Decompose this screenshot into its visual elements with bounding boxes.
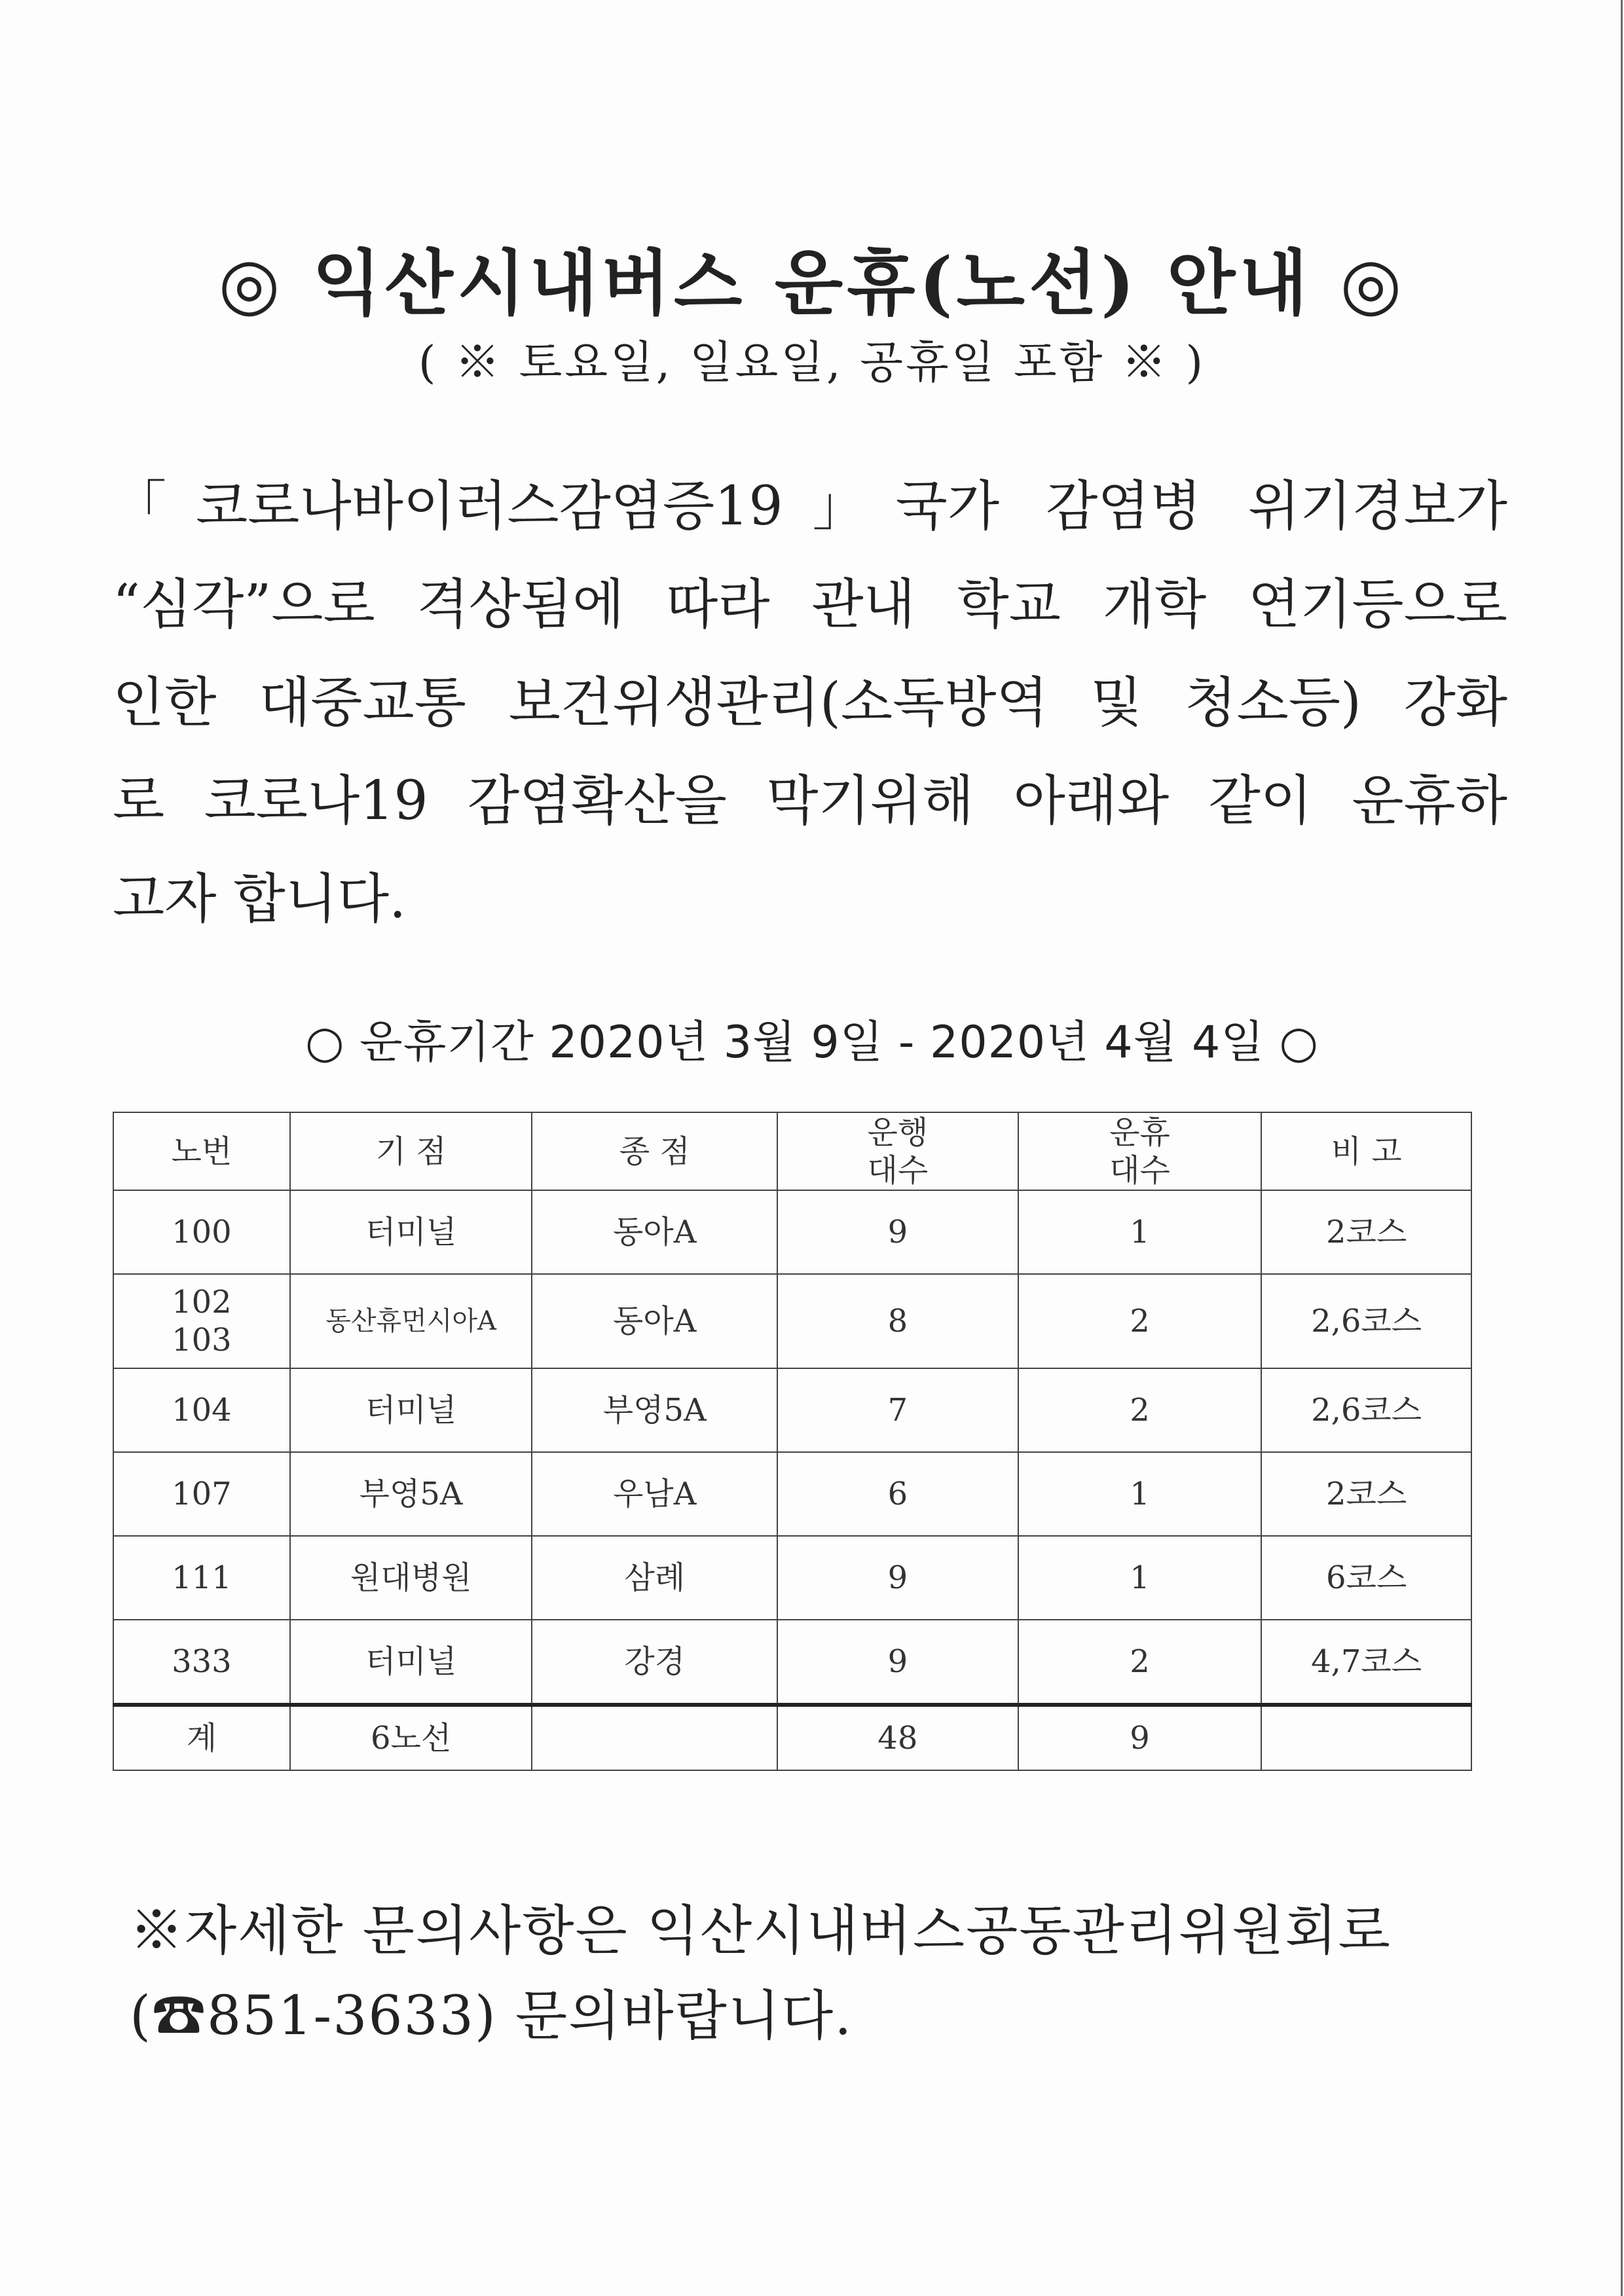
route-table (113, 1112, 1472, 1771)
cell-origin: 터미널 (290, 1620, 532, 1705)
cell-suspended: 2 (1018, 1274, 1262, 1368)
paragraph-line-1: 「코로나바이러스감염증19」국가 감염병 위기경보가 (113, 475, 1507, 538)
cell-suspended: 1 (1018, 1452, 1262, 1536)
cell-remarks: 6코스 (1261, 1536, 1471, 1620)
header-suspended-line2: 대수 (1109, 1152, 1170, 1189)
cell-terminus: 동아A (532, 1190, 777, 1274)
cell-remarks: 2코스 (1261, 1452, 1471, 1536)
cell-origin: 터미널 (290, 1190, 532, 1274)
footer-line-1: ※자세한 문의사항은 익산시내버스공동관리위원회로 (130, 1900, 1392, 1962)
header-remarks: 비 고 (1261, 1112, 1471, 1190)
cell-origin: 터미널 (290, 1368, 532, 1452)
cell-terminus: 강경 (532, 1620, 777, 1705)
paragraph-line-2: “심각”으로 격상됨에 따라 관내 학교 개학 연기등으로 (113, 574, 1507, 636)
header-suspended (1018, 1112, 1262, 1190)
cell-operating: 9 (777, 1620, 1018, 1705)
table-row (113, 1536, 1471, 1620)
cell-remarks: 2,6코스 (1261, 1368, 1471, 1452)
cell-terminus: 우남A (532, 1452, 777, 1536)
table-total-row (113, 1705, 1471, 1770)
table-header-row (113, 1112, 1471, 1190)
cell-remarks: 2코스 (1261, 1190, 1471, 1274)
cell-origin: 동산휴먼시아A (290, 1274, 532, 1368)
total-routes: 6노선 (290, 1705, 532, 1770)
cell-suspended: 1 (1018, 1536, 1262, 1620)
header-route: 노번 (113, 1112, 290, 1190)
cell-route-line1: 102 (172, 1284, 232, 1321)
cell-origin: 부영5A (290, 1452, 532, 1536)
cell-origin: 원대병원 (290, 1536, 532, 1620)
cell-route: 104 (113, 1368, 290, 1452)
header-origin: 기 점 (290, 1112, 532, 1190)
cell-route (113, 1274, 290, 1368)
cell-suspended: 1 (1018, 1190, 1262, 1274)
paragraph-line-4: 로 코로나19 감염확산을 막기위해 아래와 같이 운휴하 (113, 770, 1507, 832)
header-operating (777, 1112, 1018, 1190)
header-suspended-line1: 운휴 (1109, 1114, 1170, 1151)
total-suspended: 9 (1018, 1705, 1262, 1770)
cell-route: 107 (113, 1452, 290, 1536)
cell-terminus: 삼례 (532, 1536, 777, 1620)
notice-subtitle: ( ※ 토요일, 일요일, 공휴일 포함 ※ ) (418, 337, 1206, 389)
suspension-period: ○ 운휴기간 2020년 3월 9일 - 2020년 4월 4일 ○ (305, 1017, 1319, 1068)
cell-operating: 8 (777, 1274, 1018, 1368)
cell-terminus: 동아A (532, 1274, 777, 1368)
cell-remarks: 2,6코스 (1261, 1274, 1471, 1368)
total-remarks (1261, 1705, 1471, 1770)
cell-operating: 6 (777, 1452, 1018, 1536)
cell-route: 111 (113, 1536, 290, 1620)
total-label: 계 (113, 1705, 290, 1770)
header-operating-line2: 대수 (867, 1152, 929, 1189)
total-operating: 48 (777, 1705, 1018, 1770)
table-row (113, 1452, 1471, 1536)
header-terminus: 종 점 (532, 1112, 777, 1190)
cell-operating: 9 (777, 1536, 1018, 1620)
paragraph-line-3: 인한 대중교통 보건위생관리(소독방역 및 청소등) 강화 (113, 672, 1507, 734)
cell-route: 100 (113, 1190, 290, 1274)
table-row (113, 1368, 1471, 1452)
cell-terminus: 부영5A (532, 1368, 777, 1452)
table-row (113, 1274, 1471, 1368)
cell-operating: 7 (777, 1368, 1018, 1452)
footer-line-2: (☎851-3633) 문의바랍니다. (130, 1985, 853, 2047)
cell-route-line2: 103 (172, 1322, 232, 1358)
cell-remarks: 4,7코스 (1261, 1620, 1471, 1705)
table-row (113, 1190, 1471, 1274)
table-row (113, 1620, 1471, 1705)
header-operating-line1: 운행 (867, 1114, 929, 1151)
paragraph-line-5: 고자 합니다. (113, 868, 407, 930)
cell-operating: 9 (777, 1190, 1018, 1274)
cell-route: 333 (113, 1620, 290, 1705)
cell-suspended: 2 (1018, 1620, 1262, 1705)
total-terminus (532, 1705, 777, 1770)
notice-title: ◎ 익산시내버스 운휴(노선) 안내 ◎ (218, 242, 1406, 325)
cell-suspended: 2 (1018, 1368, 1262, 1452)
